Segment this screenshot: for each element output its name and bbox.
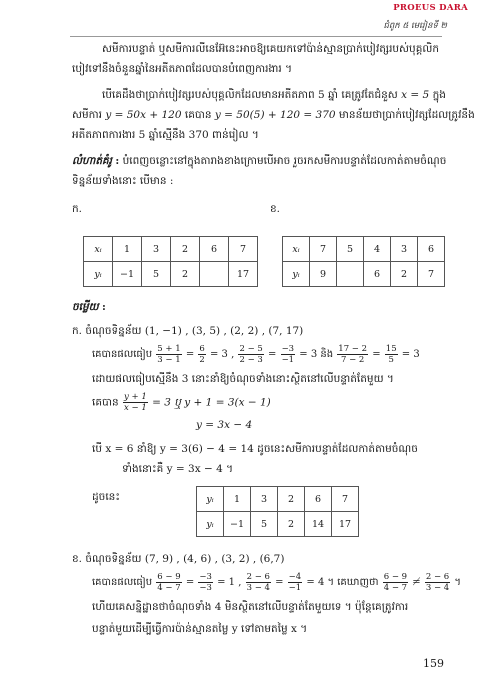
answer-colon: :: [102, 301, 106, 313]
answer-a-points-list: (1, −1) , (3, 5) , (2, 2) , (7, 17): [144, 325, 304, 337]
ratio-a2-den: 2 − 3: [239, 355, 263, 365]
answer-table-cell: 7: [332, 487, 359, 512]
answer-table-cell: 1: [224, 487, 251, 512]
table-a-row-y: [84, 262, 258, 287]
table-a-header-y: yᵢ: [84, 262, 113, 287]
ratio-a1: [156, 344, 181, 365]
answer-table-cell: 3: [251, 487, 278, 512]
ratio-b2-num: 2 − 6: [246, 572, 270, 582]
answer-b-points: [72, 550, 444, 569]
table-b-cell: [337, 262, 364, 287]
answer-table-header-x: yᵢ: [197, 487, 224, 512]
derive-rest: = 3 ឬ y + 1 = 3(x − 1): [152, 396, 271, 409]
ratio-b2-mid: [288, 572, 303, 593]
answer-a-label: ក.: [72, 325, 83, 337]
table-b-cell: 4: [364, 237, 391, 262]
label-a: ក.: [72, 203, 83, 215]
answer-table-cell: 2: [278, 487, 305, 512]
ratio-b3: [383, 572, 408, 593]
exercise-line-1: [72, 152, 447, 171]
answer-table-cell: 17: [332, 512, 359, 537]
answer-b-conclusion-2: បន្ទាត់មួយដើម្បីធ្វើការប៉ាន់ស្មានតម្លៃ y ទៅតាមតម្លៃ x ។: [92, 623, 308, 635]
answer-a-derive-intro: គេបាន: [92, 396, 119, 409]
brand-label: PROEUS DARA: [393, 3, 468, 13]
ratio-a1-mid-num: 6: [199, 344, 205, 354]
table-b-cell: 5: [337, 237, 364, 262]
answer-table-cell: 2: [278, 512, 305, 537]
ratio-a1-den: 3 − 1: [157, 355, 181, 365]
table-b-header-x: xᵢ: [283, 237, 310, 262]
ratio-a3-num: 17 − 2: [338, 344, 368, 354]
answer-a-conclusion: ដោយផលធៀបស្មើនឹង 3 នោះនាំឱ្យចំណុចទាំងនោះស្ថិតនៅលើបន្ទាត់តែមួយ ។: [92, 373, 394, 385]
table-b-cell: 6: [364, 262, 391, 287]
answer-a-points: [72, 322, 444, 341]
ratio-b2-den: 3 − 4: [246, 583, 270, 593]
ratio-a1-mid: [198, 344, 205, 365]
ratio-a2-mid-num: −3: [281, 344, 295, 354]
ratio-b4-num: 2 − 6: [425, 572, 450, 582]
ratio-b3-den: 4 − 7: [383, 583, 408, 593]
answer-table-row-y: [197, 512, 359, 537]
ratio-b1-mid-num: −3: [199, 572, 212, 582]
answer-table-cell: 6: [305, 487, 332, 512]
ratio-a2: [238, 344, 263, 365]
ratio-a3: [337, 344, 368, 365]
table-a-header-x: xᵢ: [84, 237, 113, 262]
chapter-header: ជំពូក ៥ មេរៀនទី ២: [383, 21, 447, 31]
derive-fraction: [123, 392, 148, 413]
ratio-b1-den: 4 − 7: [157, 583, 181, 593]
ratio-b-end: ។: [454, 577, 461, 588]
table-a-cell: 5: [142, 262, 171, 287]
table-a-row-x: [84, 237, 258, 262]
ratio-a2-mid: [281, 344, 296, 365]
intro-line-2: បៀវទៅនឹងចំនួនឆ្នាំនៃអតីតភាពដែលបានបំពេញការងារ ។: [72, 63, 293, 75]
table-a-cell: 6: [200, 237, 229, 262]
table-a-cell: 3: [142, 237, 171, 262]
table-b-cell: 9: [310, 262, 337, 287]
answer-title: ចម្លើយ: [72, 301, 99, 313]
exercise-text-1: បំពេញចន្លោះនៅក្នុងតារាងខាងក្រោមបើអាច រួចរកសមីការបន្ទាត់ដែលកាត់តាមចំណុច: [122, 155, 447, 167]
ratio-a3-mid: [385, 344, 398, 365]
ratio-a3-den: 7 − 2: [340, 355, 365, 365]
intro-line-4: [72, 106, 475, 125]
ratio-and: និង: [320, 349, 334, 360]
ratio-a2-mid-den: −1: [281, 355, 295, 365]
ratio-b1-result: = 1 ,: [217, 577, 242, 588]
answer-table-header-y: yᵢ: [197, 512, 224, 537]
table-b: [282, 236, 445, 287]
answer-a-check: បើ x = 6 នាំឱ្យ y = 3(6) − 4 = 14 ដូចនេះសមីការបន្ទាត់ដែលកាត់តាមចំណុច: [92, 443, 418, 455]
table-a-cell: −1: [113, 262, 142, 287]
exercise-colon: :: [115, 155, 120, 167]
intro-line-3: [72, 86, 474, 105]
answer-a-check-2: ទាំងនោះគឺ y = 3x − 4 ។: [122, 463, 234, 475]
table-a-cell: 1: [113, 237, 142, 262]
table-b-cell: 2: [391, 262, 418, 287]
ratio-b2-mid-num: −4: [288, 572, 302, 582]
table-a-cell: [200, 262, 229, 287]
ratio-b1-mid-den: −3: [199, 583, 212, 593]
answer-table: [196, 486, 359, 537]
label-b: ខ.: [270, 203, 281, 215]
table-a: [83, 236, 258, 287]
header-rule: [70, 36, 442, 37]
table-b-cell: 6: [418, 237, 445, 262]
ratio-a2-num: 2 − 5: [239, 344, 263, 354]
table-a-cell: 7: [229, 237, 258, 262]
ratio-b4-den: 3 − 4: [425, 583, 450, 593]
ratio-b1-mid: [198, 572, 213, 593]
ratio-a1-num: 5 + 1: [157, 344, 181, 354]
ratio-a1-mid-den: 2: [199, 355, 205, 365]
ratio-b3-num: 6 − 9: [383, 572, 408, 582]
answer-a-so: ដូចនេះ: [92, 491, 120, 503]
intro-line-4-a: សមីការ: [72, 109, 102, 121]
table-a-cell: 2: [171, 237, 200, 262]
table-b-cell: 7: [418, 262, 445, 287]
ratio-a2-result: = 3: [299, 349, 318, 360]
intro-line-4-c: គេបាន: [184, 109, 212, 121]
table-b-cell: 3: [391, 237, 418, 262]
answer-b-conclusion-1: ហើយគេសន្និដ្ឋានថាចំណុចទាំង 4 មិនស្ថិតនៅលើបន្ទាត់តែមួយទេ ។ ប៉ុន្តែគេត្រូវការ: [92, 601, 409, 613]
intro-line-4-eq: y = 50x + 120: [105, 109, 182, 121]
ratio-a1-result: = 3 ,: [210, 349, 235, 360]
intro-line-3-end: ក្នុង: [432, 89, 446, 101]
answer-table-cell: 5: [251, 512, 278, 537]
table-b-cell: 7: [310, 237, 337, 262]
answer-b-points-list: (7, 9) , (4, 6) , (3, 2) , (6,7): [144, 553, 285, 565]
ratio-neq: ≠: [412, 577, 421, 588]
page-number: 159: [423, 657, 444, 670]
exercise-line-2: ទិន្នន័យទាំងនោះ បើមាន :: [72, 175, 174, 187]
ratio-b1-num: 6 − 9: [157, 572, 181, 582]
ratio-b2: [246, 572, 271, 593]
table-a-cell: 17: [229, 262, 258, 287]
table-b-row-x: [283, 237, 445, 262]
answer-a-points-intro: ចំណុចទិន្នន័យ: [85, 325, 142, 337]
answer-b-ratios-intro: គេបានផលធៀប: [92, 577, 153, 588]
answer-a-ratios-intro: គេបានផលធៀប: [92, 349, 153, 360]
answer-a-derive: [92, 392, 464, 413]
ratio-a3-mid-num: 15: [385, 344, 397, 354]
ratio-b1: [156, 572, 181, 593]
answer-table-row-x: [197, 487, 359, 512]
derive-num: y + 1: [124, 392, 147, 402]
ratio-b2-result: = 4 ។ គេឃាញថា: [306, 577, 379, 588]
ratio-a3-mid-den: 5: [388, 355, 394, 365]
intro-line-4-calc: y = 50(5) + 120 = 370: [214, 109, 336, 121]
answer-table-cell: −1: [224, 512, 251, 537]
intro-line-4-e: មានន័យថាប្រាក់បៀវត្សដែលត្រូវនឹង: [338, 109, 475, 121]
intro-line-5: អតីតភាពការងារ 5 ឆ្នាំស្មើនឹង 370 ពាន់រៀល ។: [72, 129, 259, 141]
exercise-title: លំហាត់គំរូ: [72, 155, 112, 167]
answer-b-ratios: គេបានផលធៀប $\frac{6 - 9}{4 - 7}$ = $\frac{-3}{-3}$ = 1 , $\frac{2 - 6}{3 - 4}$ = $\frac{-4}{-1}$ = 4 ។ គេឃាញថា $\frac{6 - 9}{4 - 7}$ ≠ $\frac{2 - 6}{3 - 4}$ ។: [92, 572, 461, 593]
intro-line-3-math: x = 5: [401, 89, 430, 101]
ratio-a3-result: = 3: [401, 349, 420, 360]
ratio-b2-mid-den: −1: [288, 583, 302, 593]
answer-heading: [72, 298, 444, 317]
intro-line-1: សមីការបន្ទាត់ ឬសមីការលីនេអ៊ែនេះអាចឱ្យគេយកទៅប៉ាន់ស្មានប្រាក់បៀវត្សរបស់បុគ្គលិក: [102, 43, 440, 55]
answer-a-ratios: គេបានផលធៀប $\frac{5 + 1}{3 - 1}$ = $\frac{6}{2}$ = 3 , $\frac{2 - 5}{2 - 3}$ = $\frac{-3}{-1}$ = 3 និង $\frac{17 - 2}{7 - 2}$ = $\frac{15}{5}$ = 3: [92, 344, 420, 365]
answer-table-cell: 14: [305, 512, 332, 537]
table-b-row-y: [283, 262, 445, 287]
ratio-b4: [425, 572, 450, 593]
answer-a-equation: y = 3x − 4: [196, 419, 253, 431]
answer-b-label: ខ.: [72, 553, 83, 565]
table-b-header-y: yᵢ: [283, 262, 310, 287]
derive-den: x − 1: [124, 403, 147, 413]
table-a-cell: 2: [171, 262, 200, 287]
intro-line-3-text: បើគេដឹងថាប្រាក់បៀវត្សរបស់បុគ្គលិកដែលមានអតីតភាព 5 ឆ្នាំ គេត្រូវតែជំនួស: [102, 89, 398, 101]
answer-b-points-intro: ចំណុចទិន្នន័យ: [85, 553, 142, 565]
